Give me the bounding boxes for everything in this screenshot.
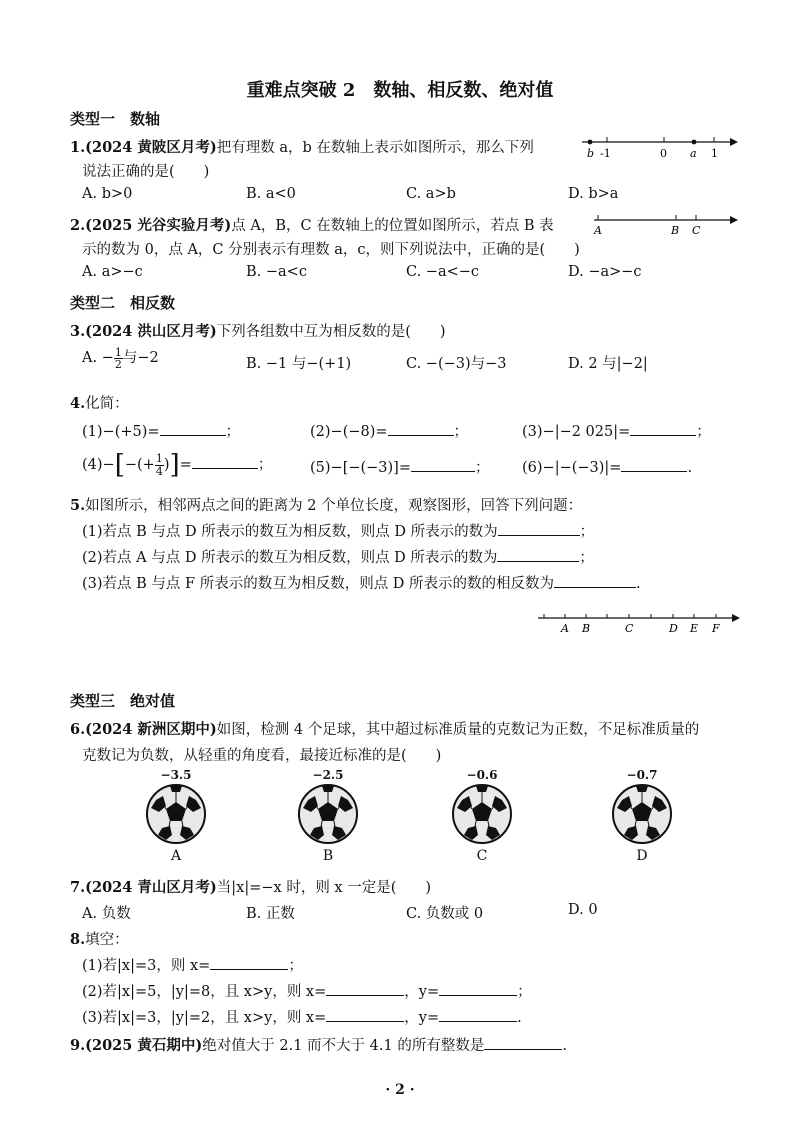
answer-blank[interactable] bbox=[439, 980, 517, 996]
question-number: 1. bbox=[70, 139, 86, 156]
question-source: (2024 洪山区月考) bbox=[85, 323, 217, 340]
question-number: 6. bbox=[70, 721, 86, 738]
answer-blank[interactable] bbox=[630, 420, 696, 436]
axis-label-B: B bbox=[582, 622, 591, 635]
q7-option-d: D. 0 bbox=[568, 902, 598, 918]
q3-option-b: B. −1 与−(+1) bbox=[246, 356, 352, 372]
axis-label-a: a bbox=[690, 147, 697, 160]
section-heading-number-line: 类型一 数轴 bbox=[70, 110, 161, 128]
question-1-line-2: 说法正确的是( ) bbox=[82, 164, 210, 180]
q4-part-6: (6)−|−(−3)|= . bbox=[522, 456, 692, 476]
question-2-line-2: 示的数为 0，点 A，C 分别表示有理数 a，c，则下列说法中，正确的是( ) bbox=[82, 242, 580, 258]
question-source: (2025 光谷实验月考) bbox=[85, 217, 232, 234]
answer-blank[interactable] bbox=[326, 1006, 404, 1022]
football-icon bbox=[610, 782, 674, 846]
answer-blank[interactable] bbox=[497, 546, 579, 562]
question-source: (2024 黄陂区月考) bbox=[85, 139, 217, 156]
axis-label-B: B bbox=[671, 224, 680, 237]
q4-part-5: (5)−[−(−3)]= ； bbox=[310, 456, 490, 477]
axis-label-D: D bbox=[669, 622, 678, 635]
section-heading-absolute-value: 类型三 绝对值 bbox=[70, 692, 176, 710]
q4-part-4: (4)−[−(+ $\frac{1}{4}$ )]= ； bbox=[82, 450, 273, 480]
question-text: 点 A，B，C 在数轴上的位置如图所示，若点 B 表 bbox=[231, 218, 554, 234]
q2-option-c: C. −a<−c bbox=[406, 264, 480, 280]
ball-option-letter: B bbox=[322, 848, 334, 864]
answer-blank[interactable] bbox=[160, 420, 226, 436]
question-5-intro: 5.如图所示，相邻两点之间的距离为 2 个单位长度，观察图形，回答下列问题： bbox=[70, 497, 583, 514]
q4-part-2: (2)−(−8)= ； bbox=[310, 420, 468, 441]
axis-label-one: 1 bbox=[711, 147, 718, 160]
q3-option-d: D. 2 与|−2| bbox=[568, 356, 648, 372]
ball-value-label: −0.6 bbox=[466, 768, 498, 782]
question-number: 7. bbox=[70, 879, 86, 896]
ball-value-label: −0.7 bbox=[626, 768, 658, 782]
point-a bbox=[692, 140, 697, 145]
question-3-line-1 bbox=[70, 320, 446, 341]
section-heading-opposite-numbers: 类型二 相反数 bbox=[70, 294, 176, 312]
football-icon bbox=[296, 782, 360, 846]
question-1-line-1 bbox=[70, 136, 534, 157]
question-source: (2025 黄石期中) bbox=[85, 1037, 203, 1054]
question-6-line-2: 克数记为负数，从轻重的角度看，最接近标准的是( ) bbox=[82, 748, 442, 764]
axis-label-C: C bbox=[692, 224, 701, 237]
q5-part-3: (3)若点 B 与点 F 所表示的数互为相反数，则点 D 所表示的数的相反数为 . bbox=[82, 572, 641, 593]
question-number: 4. bbox=[70, 395, 86, 412]
page-number: · 2 · bbox=[385, 1082, 415, 1098]
q2-option-b: B. −a<c bbox=[246, 264, 307, 280]
q1-option-d: D. b>a bbox=[568, 186, 619, 202]
question-6-line-1: 6.(2024 新洲区期中)如图，检测 4 个足球，其中超过标准质量的克数记为正数，不足标准质量的 bbox=[70, 721, 700, 738]
q2-option-d: D. −a>−c bbox=[568, 264, 642, 280]
q1-number-line bbox=[578, 132, 740, 162]
q7-option-a: A. 负数 bbox=[82, 906, 131, 922]
fraction: $\frac{1}{4}$ bbox=[155, 451, 163, 478]
page-title: 重难点突破 2 数轴、相反数、绝对值 bbox=[246, 80, 554, 101]
q3-option-c: C. −(−3)与−3 bbox=[406, 356, 507, 372]
q1-option-a: A. b>0 bbox=[82, 186, 133, 202]
answer-blank[interactable] bbox=[411, 456, 475, 472]
answer-blank[interactable] bbox=[498, 520, 580, 536]
football-icon bbox=[144, 782, 208, 846]
answer-blank[interactable] bbox=[326, 980, 404, 996]
question-number: 8. bbox=[70, 931, 86, 948]
question-source: (2024 青山区月考) bbox=[85, 879, 217, 896]
axis-label-C: C bbox=[625, 622, 634, 635]
axis-label-neg1: -1 bbox=[600, 147, 611, 160]
q5-part-1: (1)若点 B 与点 D 所表示的数互为相反数，则点 D 所表示的数为 ； bbox=[82, 520, 594, 541]
fraction: $\frac{1}{2}$ bbox=[114, 345, 122, 371]
axis-label-A: A bbox=[561, 622, 569, 635]
q1-option-b: B. a<0 bbox=[246, 186, 296, 202]
q3-option-a: A. − $\frac{1}{2}$ 与−2 bbox=[82, 345, 159, 371]
q5-number-line bbox=[536, 610, 742, 638]
question-text: 把有理数 a，b 在数轴上表示如图所示，那么下列 bbox=[216, 140, 534, 156]
question-number: 3. bbox=[70, 323, 86, 340]
football-icon bbox=[450, 782, 514, 846]
q8-part-2: (2)若|x|=5，|y|=8，且 x>y，则 x= ，y= ； bbox=[82, 980, 532, 1001]
axis-label-A: A bbox=[594, 224, 602, 237]
q4-part-1: (1)−(+5)= ； bbox=[82, 420, 240, 441]
q5-part-2: (2)若点 A 与点 D 所表示的数互为相反数，则点 D 所表示的数为 ； bbox=[82, 546, 594, 567]
q7-option-c: C. 负数或 0 bbox=[406, 906, 484, 922]
q4-part-3: (3)−|−2 025|= ； bbox=[522, 420, 711, 441]
axis-label-F: F bbox=[712, 622, 720, 635]
question-text: 下列各组数中互为相反数的是( ) bbox=[216, 324, 446, 340]
q8-part-1: (1)若|x|=3，则 x= ； bbox=[82, 954, 303, 975]
q2-number-line bbox=[590, 210, 740, 238]
axis-label-b: b bbox=[587, 147, 595, 160]
answer-blank[interactable] bbox=[554, 572, 636, 588]
q1-option-c: C. a>b bbox=[406, 186, 456, 202]
question-source: (2024 新洲区期中) bbox=[85, 721, 217, 738]
question-8-label: 8.填空： bbox=[70, 931, 129, 948]
q2-option-a: A. a>−c bbox=[82, 264, 143, 280]
question-number: 9. bbox=[70, 1037, 86, 1054]
answer-blank[interactable] bbox=[621, 456, 687, 472]
axis-label-E: E bbox=[690, 622, 699, 635]
ball-value-label: −2.5 bbox=[312, 768, 344, 782]
ball-option-letter: C bbox=[476, 848, 488, 864]
ball-value-label: −3.5 bbox=[160, 768, 192, 782]
answer-blank[interactable] bbox=[388, 420, 454, 436]
axis-label-zero: 0 bbox=[660, 147, 667, 160]
question-number: 2. bbox=[70, 217, 86, 234]
question-9-line-1: 9.(2025 黄石期中)绝对值大于 2.1 而不大于 4.1 的所有整数是 . bbox=[70, 1034, 567, 1055]
q7-option-b: B. 正数 bbox=[246, 906, 295, 922]
answer-blank[interactable] bbox=[192, 453, 258, 469]
ball-option-letter: A bbox=[170, 848, 182, 864]
answer-blank[interactable] bbox=[210, 954, 288, 970]
answer-blank[interactable] bbox=[439, 1006, 517, 1022]
question-4-label: 4.化简： bbox=[70, 395, 129, 412]
question-2-line-1 bbox=[70, 214, 554, 235]
question-number: 5. bbox=[70, 497, 86, 514]
question-7-line-1: 7.(2024 青山区月考)当|x|=−x 时，则 x 一定是( ) bbox=[70, 879, 432, 896]
answer-blank[interactable] bbox=[484, 1034, 562, 1050]
point-b bbox=[588, 140, 593, 145]
ball-option-letter: D bbox=[636, 848, 648, 864]
q8-part-3: (3)若|x|=3，|y|=2，且 x>y，则 x= ，y= . bbox=[82, 1006, 522, 1027]
